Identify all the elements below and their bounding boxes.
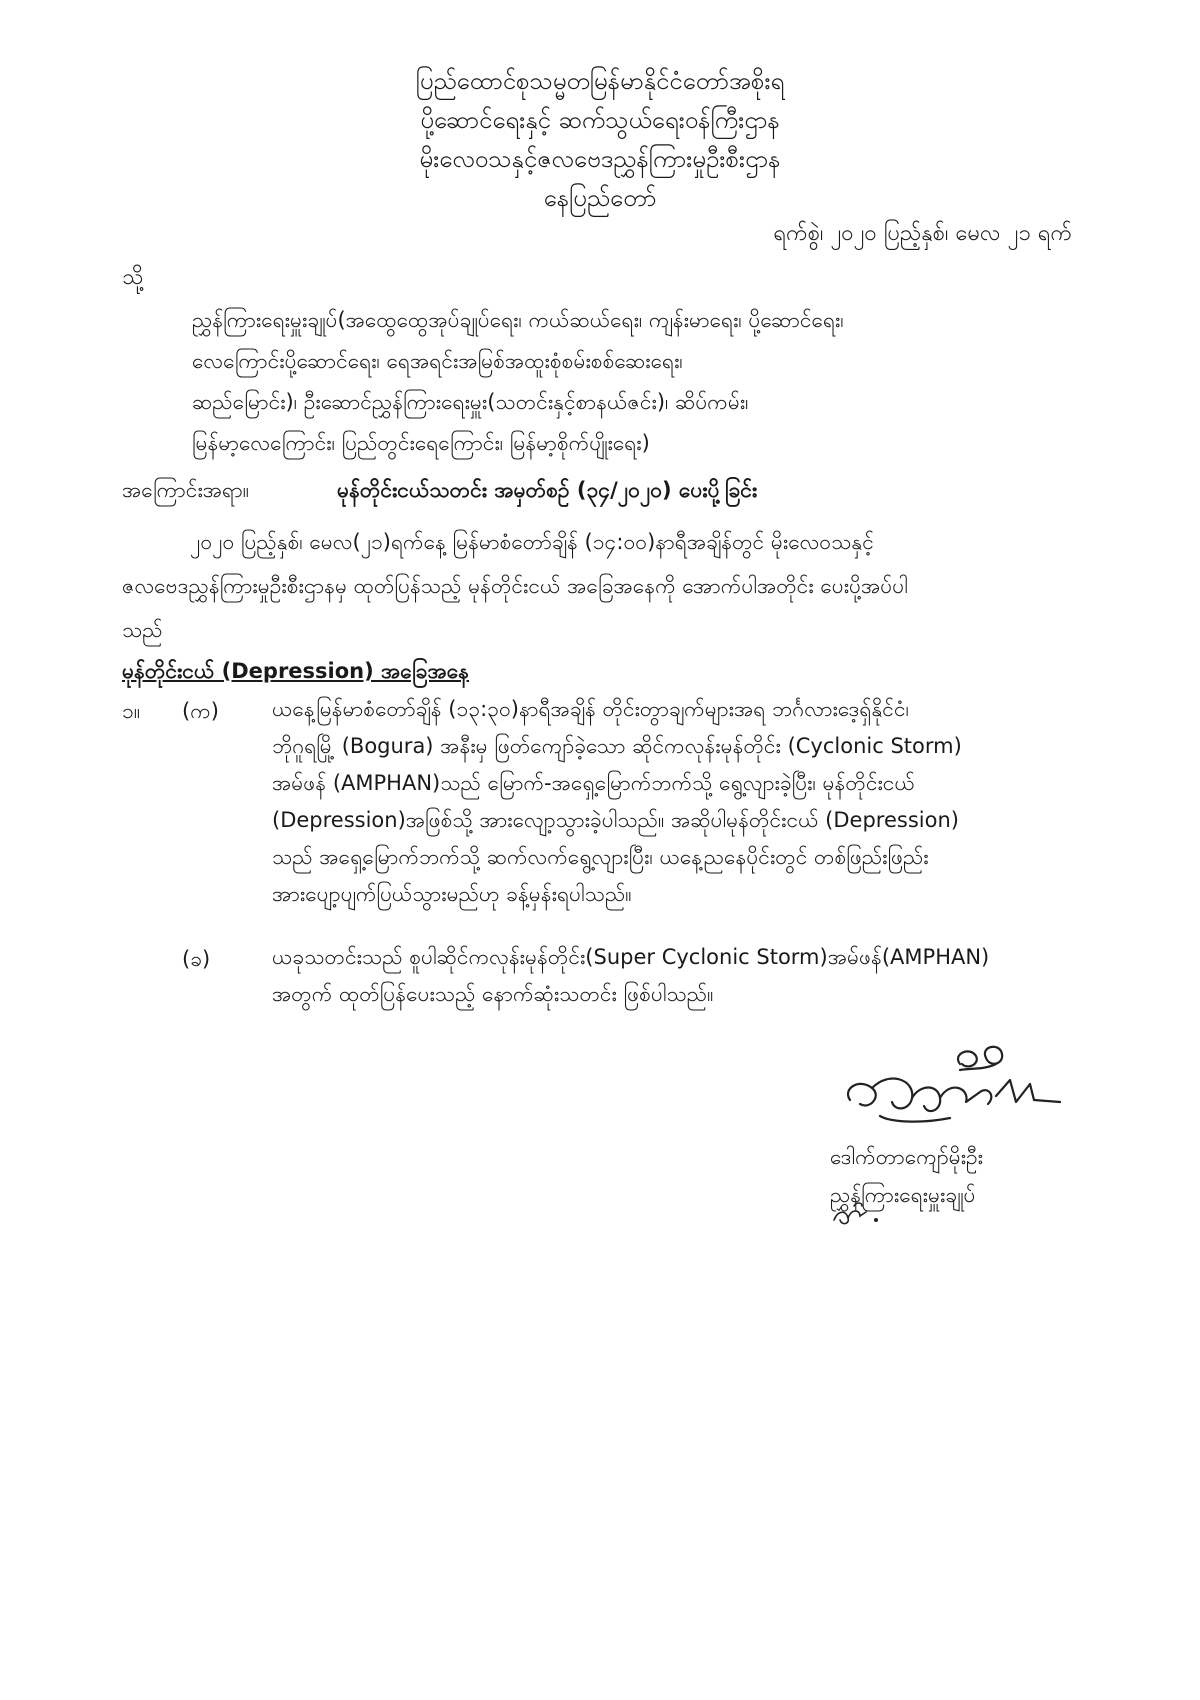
subject-line	[122, 477, 1082, 508]
recipient-line: ဆည်မြောင်း)၊ ဦးဆောင်ညွှန်ကြားရေးမှူး(သတင်းနှင့်စာနယ်ဇင်း)၊ ဆိပ်ကမ်း၊	[192, 390, 749, 414]
para-a-line: အားပျော့ပျက်ပြယ်သွားမည်ဟု ခန့်မှန်းရပါသည်။	[272, 882, 632, 906]
document-date: ရက်စွဲ၊ ၂၀၂၀ ပြည့်နှစ်၊ မေလ ၂၁ ရက်	[773, 221, 1072, 246]
letterhead-department: မိုးလေဝသနှင့်ဇလဗေဒညွှန်ကြားမှုဦးစီးဌာန	[419, 145, 781, 173]
para-a-line: ယနေ့မြန်မာစံတော်ချိန် (၁၃:၃၀)နာရီအချိန် တိုင်းတွာချက်များအရ ဘင်္ဂလားဒေ့ရှ်နိုင်ငံ၊	[272, 697, 909, 721]
signer-name: ဒေါက်တာကျော်မိုးဦး	[830, 1145, 984, 1169]
letterhead-government: ပြည်ထောင်စုသမ္မတမြန်မာနိုင်ငံတော်အစိုးရ	[415, 67, 785, 95]
to-label: သို့	[122, 265, 144, 290]
item-number: ၁။	[122, 699, 141, 723]
para-a	[272, 691, 1092, 913]
intro-paragraph	[122, 520, 1082, 652]
recipient-line: မြန်မာ့လေကြောင်း၊ ပြည်တွင်းရေကြောင်း၊ မြန်မာ့စိုက်ပျိုးရေး)	[192, 431, 650, 455]
para-b-line: ယခုသတင်းသည် စူပါဆိုင်ကလုန်းမုန်တိုင်း(Super Cyclonic Storm)အမ်ဖန်(AMPHAN)	[272, 945, 990, 969]
intro-line: သည်	[122, 618, 163, 642]
letterhead-city: နေပြည်တော်	[543, 184, 657, 212]
para-a-line: (Depression)အဖြစ်သို့ အားလျော့သွားခဲ့ပါသည်။ အဆိုပါမုန်တိုင်းငယ် (Depression)	[272, 808, 959, 832]
initials-icon	[830, 1198, 890, 1228]
subject-label: အကြောင်းအရာ။	[122, 478, 250, 502]
para-b-line: အတွက် ထုတ်ပြန်ပေးသည့် နောက်ဆုံးသတင်း ဖြစ်ပါသည်။	[272, 982, 714, 1006]
section-heading: မုန်တိုင်းငယ် (Depression) အခြေအနေ	[122, 659, 470, 683]
signer-title: ညွှန်ကြားရေးမှူးချုပ်	[830, 1183, 976, 1207]
subject-text: မုန်တိုင်းငယ်သတင်း အမှတ်စဉ် (၃၄/၂၀၂၀) ပေးပို့ခြင်း	[337, 478, 758, 502]
para-a-line: ဘိုဂူရမြို့ (Bogura) အနီးမှ ဖြတ်ကျော်ခဲ့သော ဆိုင်ကလုန်းမုန်တိုင်း (Cyclonic Storm)	[272, 734, 962, 758]
para-a-line: အမ်ဖန် (AMPHAN)သည် မြောက်-အရှေ့မြောက်ဘက်သို့ ရွေ့လျားခဲ့ပြီး၊ မုန်တိုင်းငယ်	[272, 771, 915, 795]
intro-line: ၂၀၂၀ ပြည့်နှစ်၊ မေလ(၂၁)ရက်နေ့ မြန်မာစံတော်ချိန် (၁၄:၀၀)နာရီအချိန်တွင် မိုးလေဝသနှင့်	[190, 530, 874, 554]
letterhead	[0, 62, 1200, 218]
para-a-label: (က)	[182, 699, 219, 723]
intro-line: ဇလဗေဒညွှန်ကြားမှုဦးစီးဌာနမှ ထုတ်ပြန်သည့် မုန်တိုင်းငယ် အခြေအနေကို အောက်ပါအတိုင်း ပေးပို့အပ်ပါ	[122, 574, 908, 598]
para-b	[272, 939, 1092, 1013]
letterhead-ministry: ပို့ဆောင်ရေးနှင့် ဆက်သွယ်ရေးဝန်ကြီးဌာန	[420, 106, 780, 134]
para-a-line: သည် အရှေ့မြောက်ဘက်သို့ ဆက်လက်ရွေ့လျားပြီး၊ ယနေ့ညနေပိုင်းတွင် တစ်ဖြည်းဖြည်း	[272, 845, 929, 869]
recipient-line: လေကြောင်းပို့ဆောင်ရေး၊ ရေအရင်းအမြစ်အထူးစုံစမ်းစစ်ဆေးရေး၊	[192, 349, 683, 373]
recipient-list	[192, 300, 1082, 464]
para-b-label: (ခ)	[182, 947, 211, 971]
recipient-line: ညွှန်ကြားရေးမှူးချုပ်(အထွေထွေအုပ်ချုပ်ရေး၊ ကယ်ဆယ်ရေး၊ ကျန်းမာရေး၊ ပို့ဆောင်ရေး၊	[192, 308, 844, 332]
